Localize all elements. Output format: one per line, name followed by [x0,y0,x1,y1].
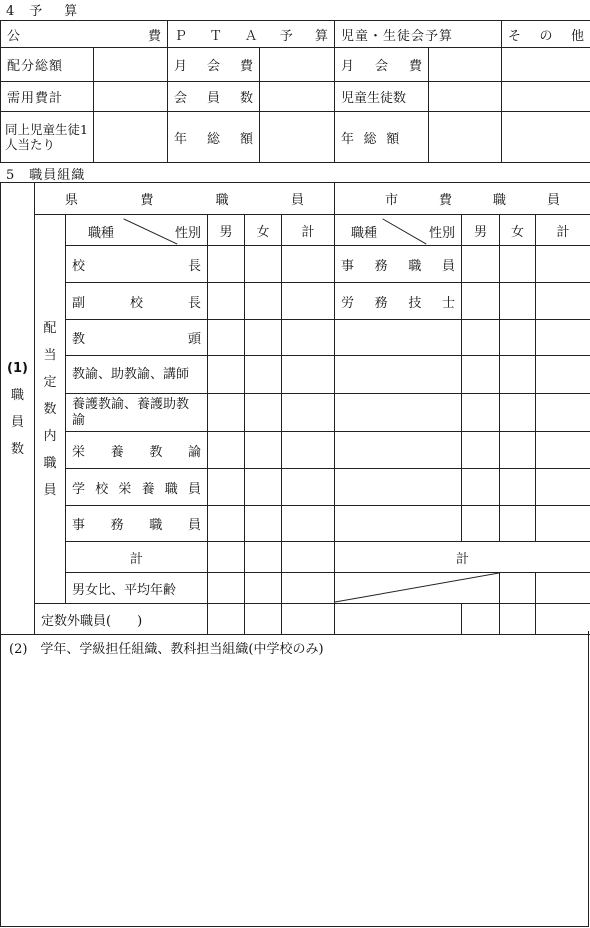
budget-cell [94,82,168,112]
blank-cell [500,394,536,432]
muni-job-label: 職種 [351,226,378,241]
blank-cell [282,394,335,432]
blank-cell [245,432,282,469]
label-char: そ [508,28,522,44]
label-char: 技 [408,295,422,311]
strike-line [335,573,499,603]
section-2-title: (2) 学年、学級担任組織、教科担当組織(中学校のみ) [9,642,324,657]
label-char: 数 [239,91,253,106]
label-char: 栄 [72,444,86,460]
label-char: 県 [65,193,79,208]
section-4-title: 予算 [29,4,100,19]
blank-cell [282,604,335,635]
label-char: 年 [341,131,355,147]
label-char: 事 [72,518,86,533]
blank-cell [462,506,500,542]
budget-cell [429,112,502,163]
allocated-char: 員 [43,482,57,498]
pref-row-teachers: 教諭、助教諭、講師 [66,356,208,394]
blank-cell [462,283,500,320]
pref-row-nutrition-teacher [66,432,208,469]
blank-cell [536,246,590,283]
blank-cell [500,356,536,394]
blank-cell [536,604,590,635]
blank-cell [500,246,536,283]
blank-cell [536,320,590,356]
pref-row-school-nutritionist [66,469,208,506]
blank-cell [282,506,335,542]
label-char: 会 [174,91,188,106]
blank-cell [536,394,590,432]
label-char: 費 [239,59,253,74]
blank-cell [335,394,462,432]
blank-cell [282,432,335,469]
blank-cell [462,246,500,283]
blank-cell [245,394,282,432]
blank-cell [500,506,536,542]
label-char: 務 [374,295,388,311]
blank-cell [245,469,282,506]
budget-pta-annual [168,112,260,163]
blank-cell [536,506,590,542]
label-char: 養 [141,481,155,497]
section-4-heading [6,0,99,19]
budget-student-annual [335,112,429,163]
blank-cell [208,604,245,635]
pref-row-head-teacher [66,320,208,356]
blank-cell [282,573,335,604]
label-char: 員 [546,193,560,208]
blank-cell [335,432,462,469]
budget-cell [260,48,335,82]
budget-cell [502,48,590,82]
budget-public-header [1,21,168,48]
label-char: 予 [279,28,293,44]
label-char: 総 [206,131,220,147]
blank-cell [462,604,500,635]
pref-row-principal [66,246,208,283]
outside-quota-staff: 定数外職員( ) [35,604,208,635]
blank-cell [335,469,462,506]
blank-cell [208,432,245,469]
blank-cell [462,394,500,432]
label-char: 費 [408,59,422,74]
blank-cell [245,246,282,283]
blank-cell [245,573,282,604]
pref-total-row: 計 [66,542,208,573]
pref-ratio-row: 男女比、平均年齢 [66,573,208,604]
pref-gender-label: 性別 [174,226,201,241]
label-char: 校 [72,258,86,274]
label-char: 会 [375,59,389,74]
allocated-char: 配 [43,320,57,336]
blank-cell [208,542,245,573]
blank-cell [245,320,282,356]
budget-cell [502,82,590,112]
label-char: 総 [363,131,377,147]
label-char: 校 [129,295,143,311]
blank-cell [208,469,245,506]
blank-cell [335,356,462,394]
label-char: 員 [441,258,455,274]
budget-cell [94,48,168,82]
budget-student-monthly-fee [335,48,429,82]
label-char: 養 [110,444,124,460]
allocated-char: 数 [43,401,57,417]
blank-cell [462,320,500,356]
pref-female-header: 女 [245,215,282,246]
blank-cell [536,573,590,604]
section-2-frame [0,631,589,927]
budget-pta-header [168,21,335,48]
label-char: 務 [110,518,124,533]
label-char: 職 [492,193,506,208]
allocated-char: 職 [43,455,57,471]
label-char: 市 [385,193,399,208]
label-char: 事 [341,258,355,274]
budget-cell [429,82,502,112]
muni-row-labor [335,283,462,320]
blank-cell [500,283,536,320]
label-char: 士 [441,295,455,311]
label-char: 職 [164,481,178,497]
staff-count-label [1,183,35,635]
allocated-char: 当 [43,347,57,363]
label-char: 月 [341,59,355,74]
label-char: Ｔ [209,28,223,44]
section-5-heading [6,164,85,183]
blank-cell [208,394,245,432]
staff-count-num: (1) [7,360,28,376]
blank-cell [208,320,245,356]
pref-male-header: 男 [208,215,245,246]
blank-cell [335,320,462,356]
budget-cell [502,112,590,163]
label-char: 教 [72,332,86,347]
blank-cell [500,604,536,635]
budget-public-char2: 費 [147,28,161,44]
budget-cell [429,48,502,82]
label-char: 長 [187,295,201,311]
prefectural-header [35,183,335,215]
muni-ratio-struck [335,573,500,604]
label-char: 職 [408,258,422,274]
section-5-title: 職員組織 [29,168,86,183]
allocated-char: 内 [43,428,57,444]
blank-cell [245,356,282,394]
staff-count-char2: 員 [10,414,24,430]
staff-count-char3: 数 [10,441,24,457]
staff-table [0,182,590,635]
blank-cell [500,320,536,356]
blank-cell [245,283,282,320]
label-char: 務 [374,258,388,274]
label-char: 費 [439,193,453,208]
blank-cell [208,283,245,320]
label-char: 職 [149,518,163,533]
budget-cell [94,112,168,163]
blank-cell [500,469,536,506]
label-char: 学 [72,481,86,497]
label-char: 員 [290,193,304,208]
blank-cell [282,283,335,320]
blank-cell [282,542,335,573]
label-char: 副 [72,295,86,311]
budget-per-student: 同上児童生徒1人当たり [1,112,94,163]
label-char: Ａ [244,28,258,44]
label-char: 頭 [187,332,201,347]
blank-cell [335,604,462,635]
blank-cell [500,432,536,469]
allocated-char: 定 [43,374,57,390]
budget-allocation-total: 配分総額 [1,48,94,82]
pref-row-vice-principal [66,283,208,320]
staff-count-char1: 職 [10,387,24,403]
blank-cell [208,573,245,604]
pref-total-header: 計 [282,215,335,246]
label-char: 額 [239,131,253,147]
label-char: 栄 [118,481,132,497]
label-char: 長 [187,258,201,274]
budget-table [0,20,590,163]
budget-student-count: 児童生徒数 [335,82,429,112]
label-char: の [539,28,553,44]
muni-male-header: 男 [462,215,500,246]
muni-job-gender-header [335,215,462,246]
muni-total-header: 計 [536,215,590,246]
blank-cell [500,573,536,604]
label-char: 教 [149,444,163,460]
blank-cell [245,604,282,635]
pref-row-clerk [66,506,208,542]
pref-job-label: 職種 [88,226,115,241]
label-char: 員 [206,91,220,106]
muni-total-row: 計 [335,542,590,573]
label-char: 員 [187,518,201,533]
label-char: 算 [315,28,329,44]
budget-pta-members [168,82,260,112]
label-char: 年 [174,131,188,147]
budget-cell [260,112,335,163]
muni-gender-label: 性別 [429,226,456,241]
label-char: Ｐ [174,28,188,44]
allocated-staff-label [35,215,66,604]
budget-public-char1: 公 [7,28,21,44]
muni-female-header: 女 [500,215,536,246]
blank-cell [245,506,282,542]
blank-cell [462,356,500,394]
label-char: 額 [386,131,400,147]
budget-cell [260,82,335,112]
label-char: 校 [95,481,109,497]
blank-cell [462,432,500,469]
section-4-number: 4 [6,4,16,19]
municipal-header [335,183,590,215]
blank-cell [282,356,335,394]
label-char: 費 [140,193,154,208]
label-char: 員 [187,481,201,497]
pref-row-nurse-teachers: 養護教諭、養護助教諭 [66,394,208,432]
muni-row-clerk [335,246,462,283]
budget-pta-monthly-fee [168,48,260,82]
blank-cell [208,246,245,283]
label-char: 他 [571,28,585,44]
label-char: 月 [174,59,188,74]
blank-cell [335,506,462,542]
budget-demand-total: 需用費計 [1,82,94,112]
blank-cell [208,506,245,542]
pref-job-gender-header [66,215,208,246]
section-5-number: 5 [6,168,16,183]
blank-cell [536,356,590,394]
blank-cell [282,469,335,506]
blank-cell [245,542,282,573]
blank-cell [208,356,245,394]
budget-other-header [502,21,590,48]
blank-cell [536,432,590,469]
label-char: 会 [206,59,220,74]
blank-cell [282,320,335,356]
blank-cell [282,246,335,283]
blank-cell [462,469,500,506]
label-char: 労 [341,295,355,311]
budget-student-header: 児童・生徒会予算 [335,21,502,48]
label-char: 職 [215,193,229,208]
blank-cell [536,283,590,320]
label-char: 論 [187,444,201,460]
blank-cell [536,469,590,506]
